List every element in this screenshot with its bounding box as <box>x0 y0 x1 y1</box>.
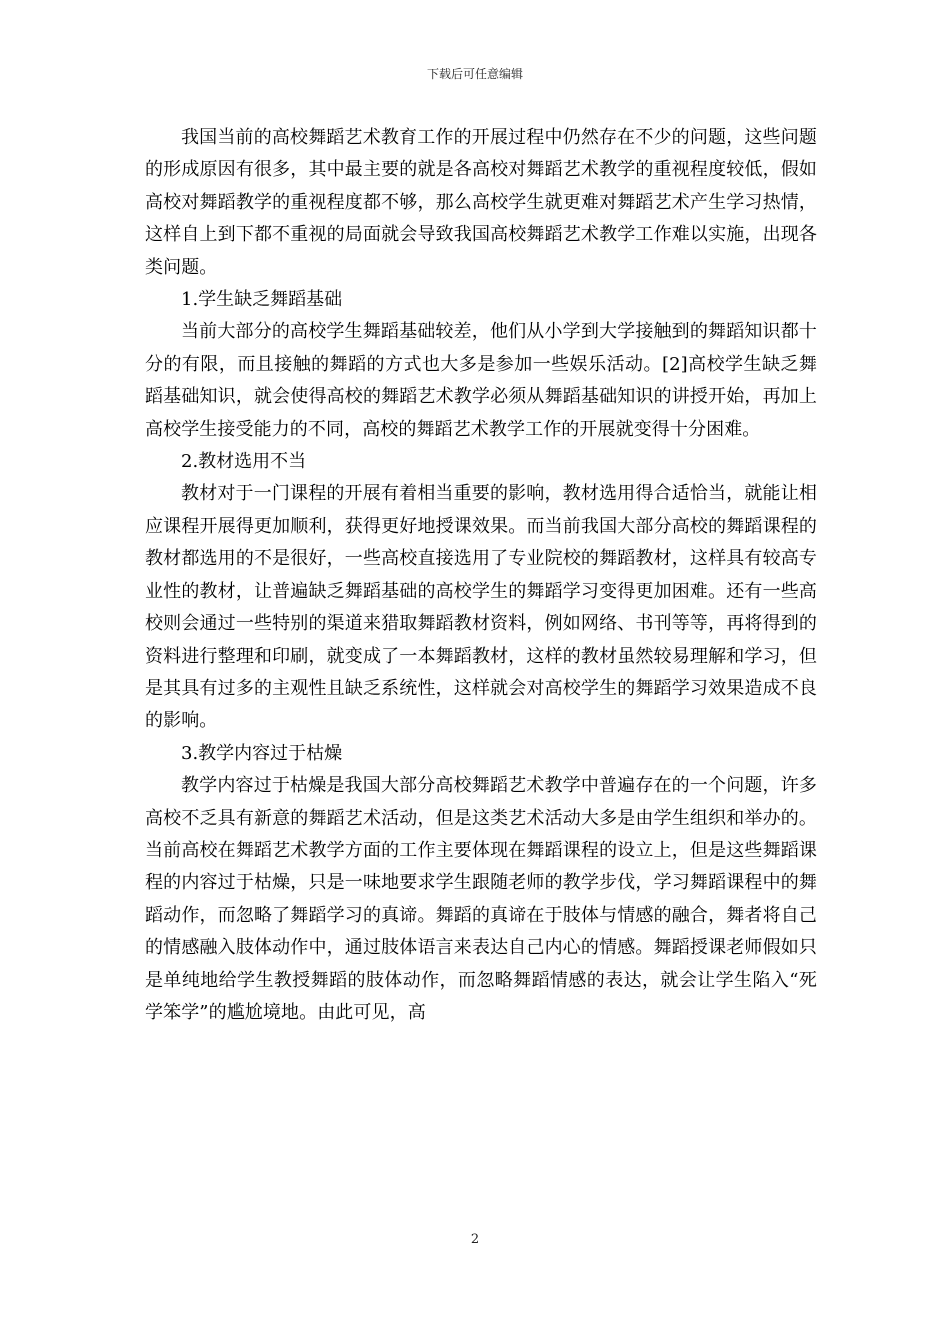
page-header: 下载后可任意编辑 <box>426 67 523 81</box>
intro-paragraph: 我国当前的高校舞蹈艺术教育工作的开展过程中仍然存在不少的问题，这些问题的形成原因有很多，其中最主要的就是各高校对舞蹈艺术教学的重视程度较低，假如高校对舞蹈教学的重视程度都不够，那么高校学生就更难对舞蹈艺术产生学习热情，这样自上到下都不重视的局面就会导致我国高校舞蹈艺术教学工作难以实施，出现各类问题。 <box>145 127 817 278</box>
document-body <box>145 122 817 1029</box>
section-paragraph-3: 教学内容过于枯燥是我国大部分高校舞蹈艺术教学中普遍存在的一个问题，许多高校不乏具有新意的舞蹈艺术活动，但是这类艺术活动大多是由学生组织和举办的。当前高校在舞蹈艺术教学方面的工作主要体现在舞蹈课程的设立上，但是这些舞蹈课程的内容过于枯燥，只是一味地要求学生跟随老师的教学步伐，学习舞蹈课程中的舞蹈动作，而忽略了舞蹈学习的真谛。舞蹈的真谛在于肢体与情感的融合，舞者将自己的情感融入肢体动作中，通过肢体语言来表达自己内心的情感。舞蹈授课老师假如只是单纯地给学生教授舞蹈的肢体动作，而忽略舞蹈情感的表达，就会让学生陷入“死学笨学”的尴尬境地。由此可见，高 <box>145 775 817 1023</box>
section-paragraph-1: 当前大部分的高校学生舞蹈基础较差，他们从小学到大学接触到的舞蹈知识都十分的有限，而且接触的舞蹈的方式也大多是参加一些娱乐活动。[2]高校学生缺乏舞蹈基础知识，就会使得高校的舞蹈艺术教学必须从舞蹈基础知识的讲授开始，再加上高校学生接受能力的不同，高校的舞蹈艺术教学工作的开展就变得十分困难。 <box>145 321 817 440</box>
section-heading-3: 3.教学内容过于枯燥 <box>181 742 343 764</box>
section-heading-2: 2.教材选用不当 <box>181 451 307 473</box>
section-heading-1: 1.学生缺乏舞蹈基础 <box>181 289 343 311</box>
section-paragraph-2: 教材对于一门课程的开展有着相当重要的影响，教材选用得合适恰当，就能让相应课程开展得更加顺利，获得更好地授课效果。而当前我国大部分高校的舞蹈课程的教材都选用的不是很好，一些高校直接选用了专业院校的舞蹈教材，这样具有较高专业性的教材，让普遍缺乏舞蹈基础的高校学生的舞蹈学习变得更加困难。还有一些高校则会通过一些特别的渠道来猎取舞蹈教材资料，例如网络、书刊等等，再将得到的资料进行整理和印刷，就变成了一本舞蹈教材，这样的教材虽然较易理解和学习，但是其具有过多的主观性且缺乏系统性，这样就会对高校学生的舞蹈学习效果造成不良的影响。 <box>145 483 817 732</box>
page-number: 2 <box>470 1232 480 1247</box>
